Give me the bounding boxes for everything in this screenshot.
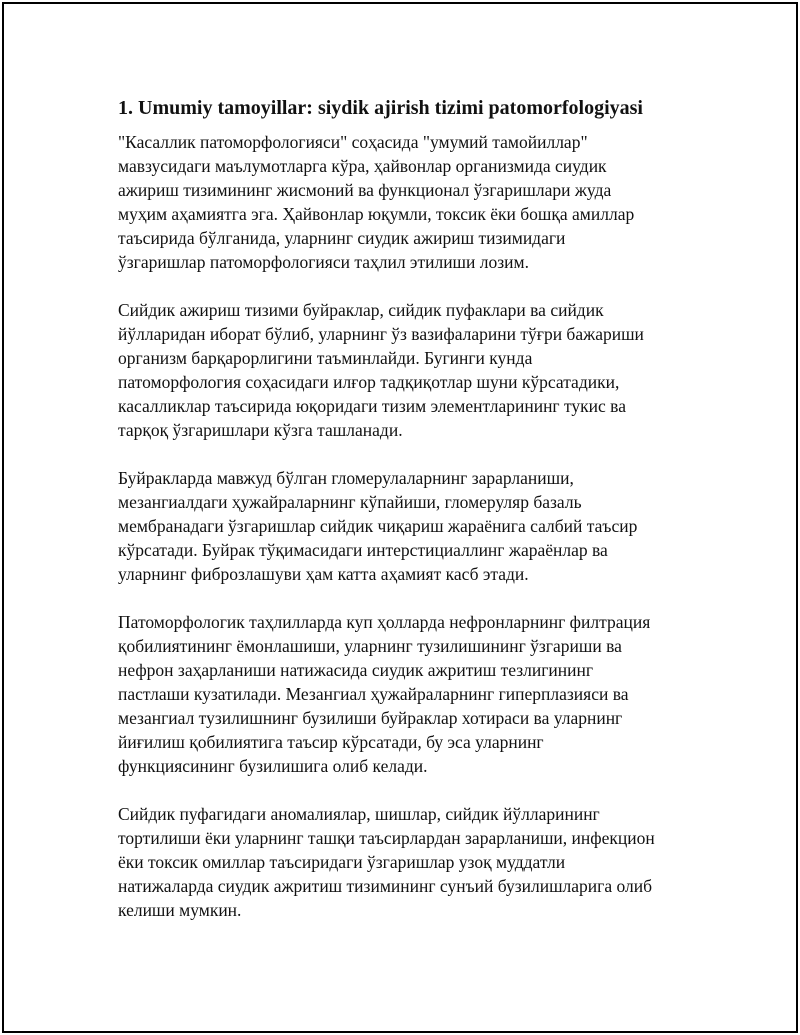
- text-line: нефрон заҳарланиши натижасида сиудик ажритиш тезлигининг: [118, 660, 594, 680]
- paragraph-2: [118, 298, 688, 442]
- text-line: мавзусидаги маълумотларга кўра, ҳайвонлар организмида сиудик: [118, 156, 607, 176]
- text-line: таъсирида бўлганида, уларнинг сиудик ажириш тизимидаги: [118, 228, 566, 248]
- text-line: тортилиши ёки уларнинг ташқи таъсирлардан зарарланиши, инфекцион: [118, 828, 655, 848]
- text-line: уларнинг фиброзлашуви ҳам катта аҳамият касб этади.: [118, 564, 529, 584]
- text-line: организм барқарорлигини таъминлайди. Бугинги кунда: [118, 348, 533, 368]
- text-line: мезангиал тузилишнинг бузилиши буйраклар хотираси ва уларнинг: [118, 708, 623, 728]
- text-line: қобилиятининг ёмонлашиши, уларнинг тузилишининг ўзгариши ва: [118, 636, 622, 656]
- paragraph-4: [118, 610, 688, 778]
- text-line: мезангиалдаги ҳужайраларнинг кўпайиши, гломеруляр базаль: [118, 492, 582, 512]
- paragraph-3: [118, 466, 688, 586]
- text-line: кўрсатади. Буйрак тўқимасидаги интерстициаллинг жараёнлар ва: [118, 540, 608, 560]
- document-body: [118, 94, 688, 946]
- text-line: тарқоқ ўзгаришлари кўзга ташланади.: [118, 420, 403, 440]
- text-line: ёки токсик омиллар таъсиридаги ўзгаришлар узоқ муддатли: [118, 852, 566, 872]
- text-line: пастлаши кузатилади. Мезангиал ҳужайраларнинг гиперплазияси ва: [118, 684, 629, 704]
- text-line: йўлларидан иборат бўлиб, уларнинг ўз вазифаларини тўғри бажариши: [118, 324, 644, 344]
- text-line: муҳим аҳамиятга эга. Ҳайвонлар юқумли, токсик ёки бошқа амиллар: [118, 204, 635, 224]
- text-line: "Касаллик патоморфологияси" соҳасида "умумий тамойиллар": [118, 132, 588, 152]
- paragraph-1: [118, 130, 688, 274]
- text-line: функциясининг бузилишига олиб келади.: [118, 756, 428, 776]
- text-line: Патоморфологик таҳлилларда куп ҳолларда нефронларнинг филтрация: [118, 612, 651, 632]
- text-line: Сийдик ажириш тизими буйраклар, сийдик пуфаклари ва сийдик: [118, 300, 604, 320]
- section-title: 1. Umumiy tamoyillar: siydik ajirish tizimi patomorfologiyasi: [118, 97, 643, 119]
- text-line: натижаларда сиудик ажритиш тизимининг сунъий бузилишларига олиб: [118, 876, 653, 896]
- text-line: Сийдик пуфагидаги аномалиялар, шишлар, сийдик йўлларининг: [118, 804, 600, 824]
- text-line: касалликлар таъсирида юқоридаги тизим элементларининг тукис ва: [118, 396, 626, 416]
- text-line: Буйракларда мавжуд бўлган гломерулаларнинг зарарланиши,: [118, 468, 574, 488]
- text-line: мембранадаги ўзгаришлар сийдик чиқариш жараёнига салбий таъсир: [118, 516, 638, 536]
- text-line: патоморфология соҳасидаги илғор тадқиқотлар шуни кўрсатадики,: [118, 372, 620, 392]
- text-line: ажириш тизимининг жисмоний ва функционал ўзгаришлари жуда: [118, 180, 612, 200]
- text-line: келиши мумкин.: [118, 900, 242, 920]
- text-line: ўзгаришлар патоморфологияси таҳлил этилиши лозим.: [118, 252, 529, 272]
- paragraph-5: [118, 802, 688, 922]
- text-line: йиғилиш қобилиятига таъсир кўрсатади, бу эса уларнинг: [118, 732, 544, 752]
